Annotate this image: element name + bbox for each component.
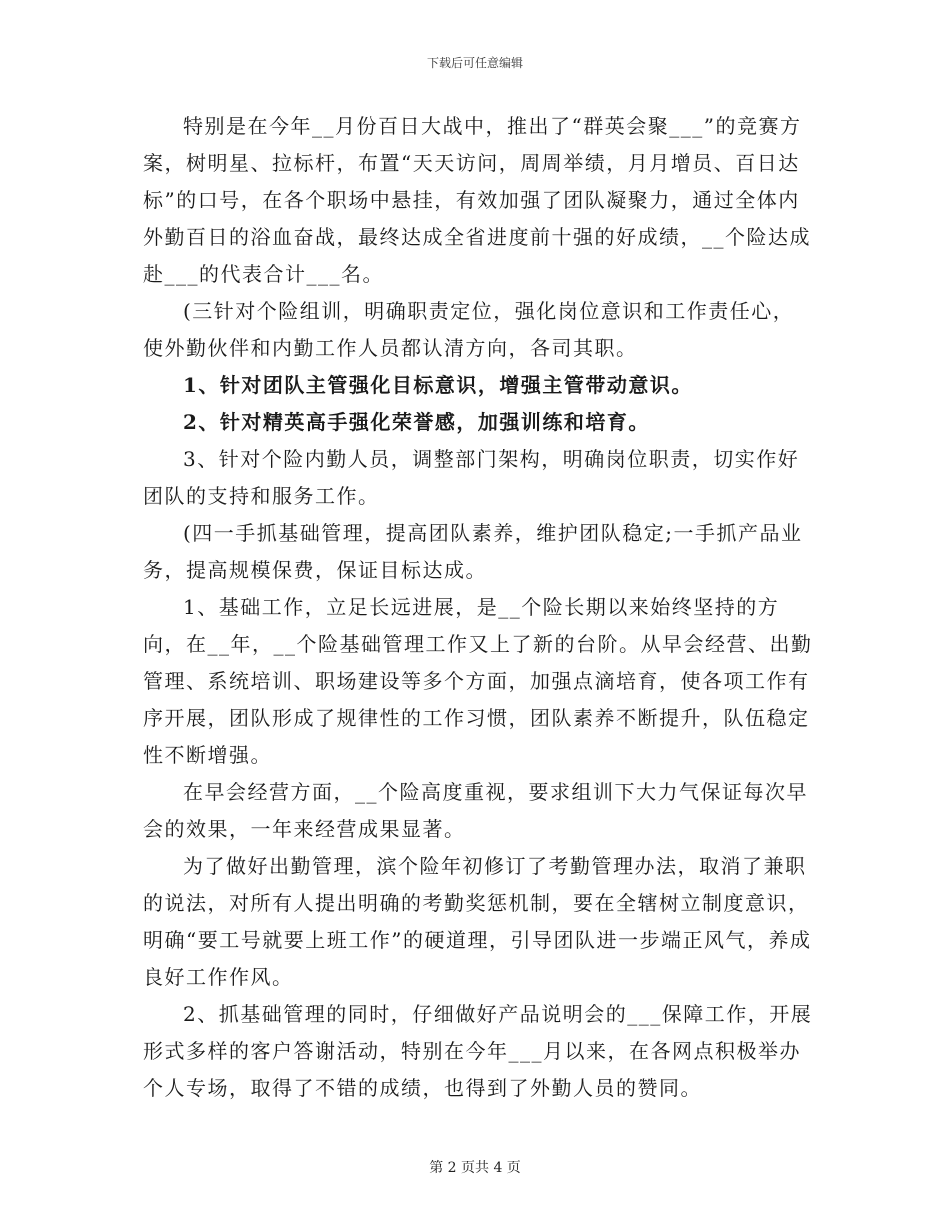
paragraph: 3、针对个险内勤人员，调整部门架构，明确岗位职责，切实作好团队的支持和服务工作。 [143, 447, 800, 508]
document-body [143, 108, 813, 1107]
paragraph: 为了做好出勤管理，滨个险年初修订了考勤管理办法，取消了兼职的说法，对所有人提出明确的考勤奖惩机制，要在全辖树立制度意识，明确“要工号就要上班工作”的硬道理，引导团队进一步端正风气，养成良好工作作风。 [143, 854, 812, 989]
paragraph-bold: 1、针对团队主管强化目标意识，增强主管带动意识。 [183, 373, 693, 397]
paragraph: 2、抓基础管理的同时，仔细做好产品说明会的___保障工作，开展形式多样的客户答谢活动，特别在今年___月以来，在各网点积极举办个人专场，取得了不错的成绩，也得到了外勤人员的赞同。 [143, 1002, 813, 1100]
page-header: 下载后可任意编辑 [426, 56, 523, 70]
paragraph-bold: 2、针对精英高手强化荣誉感，加强训练和培育。 [183, 410, 650, 434]
paragraph: 在早会经营方面，__个险高度重视，要求组训下大力气保证每次早会的效果，一年来经营成果显著。 [143, 780, 808, 841]
paragraph: (三针对个险组训，明确职责定位，强化岗位意识和工作责任心，使外勤伙伴和内勤工作人员都认清方向，各司其职。 [143, 299, 795, 360]
paragraph: (四一手抓基础管理，提高团队素养，维护团队稳定;一手抓产品业务，提高规模保费，保证目标达成。 [143, 521, 803, 582]
page-footer: 第 2 页共 4 页 [429, 1160, 521, 1176]
paragraph: 特别是在今年__月份百日大战中，推出了“群英会聚___”的竞赛方案，树明星、拉标杆，布置“天天访问，周周举绩，月月增员、百日达标”的口号，在各个职场中悬挂，有效加强了团队凝聚力，通过全体内外勤百日的浴血奋战，最终达成全省进度前十强的好成绩，__个险达成赴___的代表合计___名。 [143, 114, 811, 286]
paragraph: 1、基础工作，立足长远进展，是__个险长期以来始终坚持的方向，在__年，__个险基础管理工作又上了新的台阶。从早会经营、出勤管理、系统培训、职场建设等多个方面，加强点滴培育，使各项工作有序开展，团队形成了规律性的工作习惯，团队素养不断提升，队伍稳定性不断增强。 [143, 595, 813, 767]
